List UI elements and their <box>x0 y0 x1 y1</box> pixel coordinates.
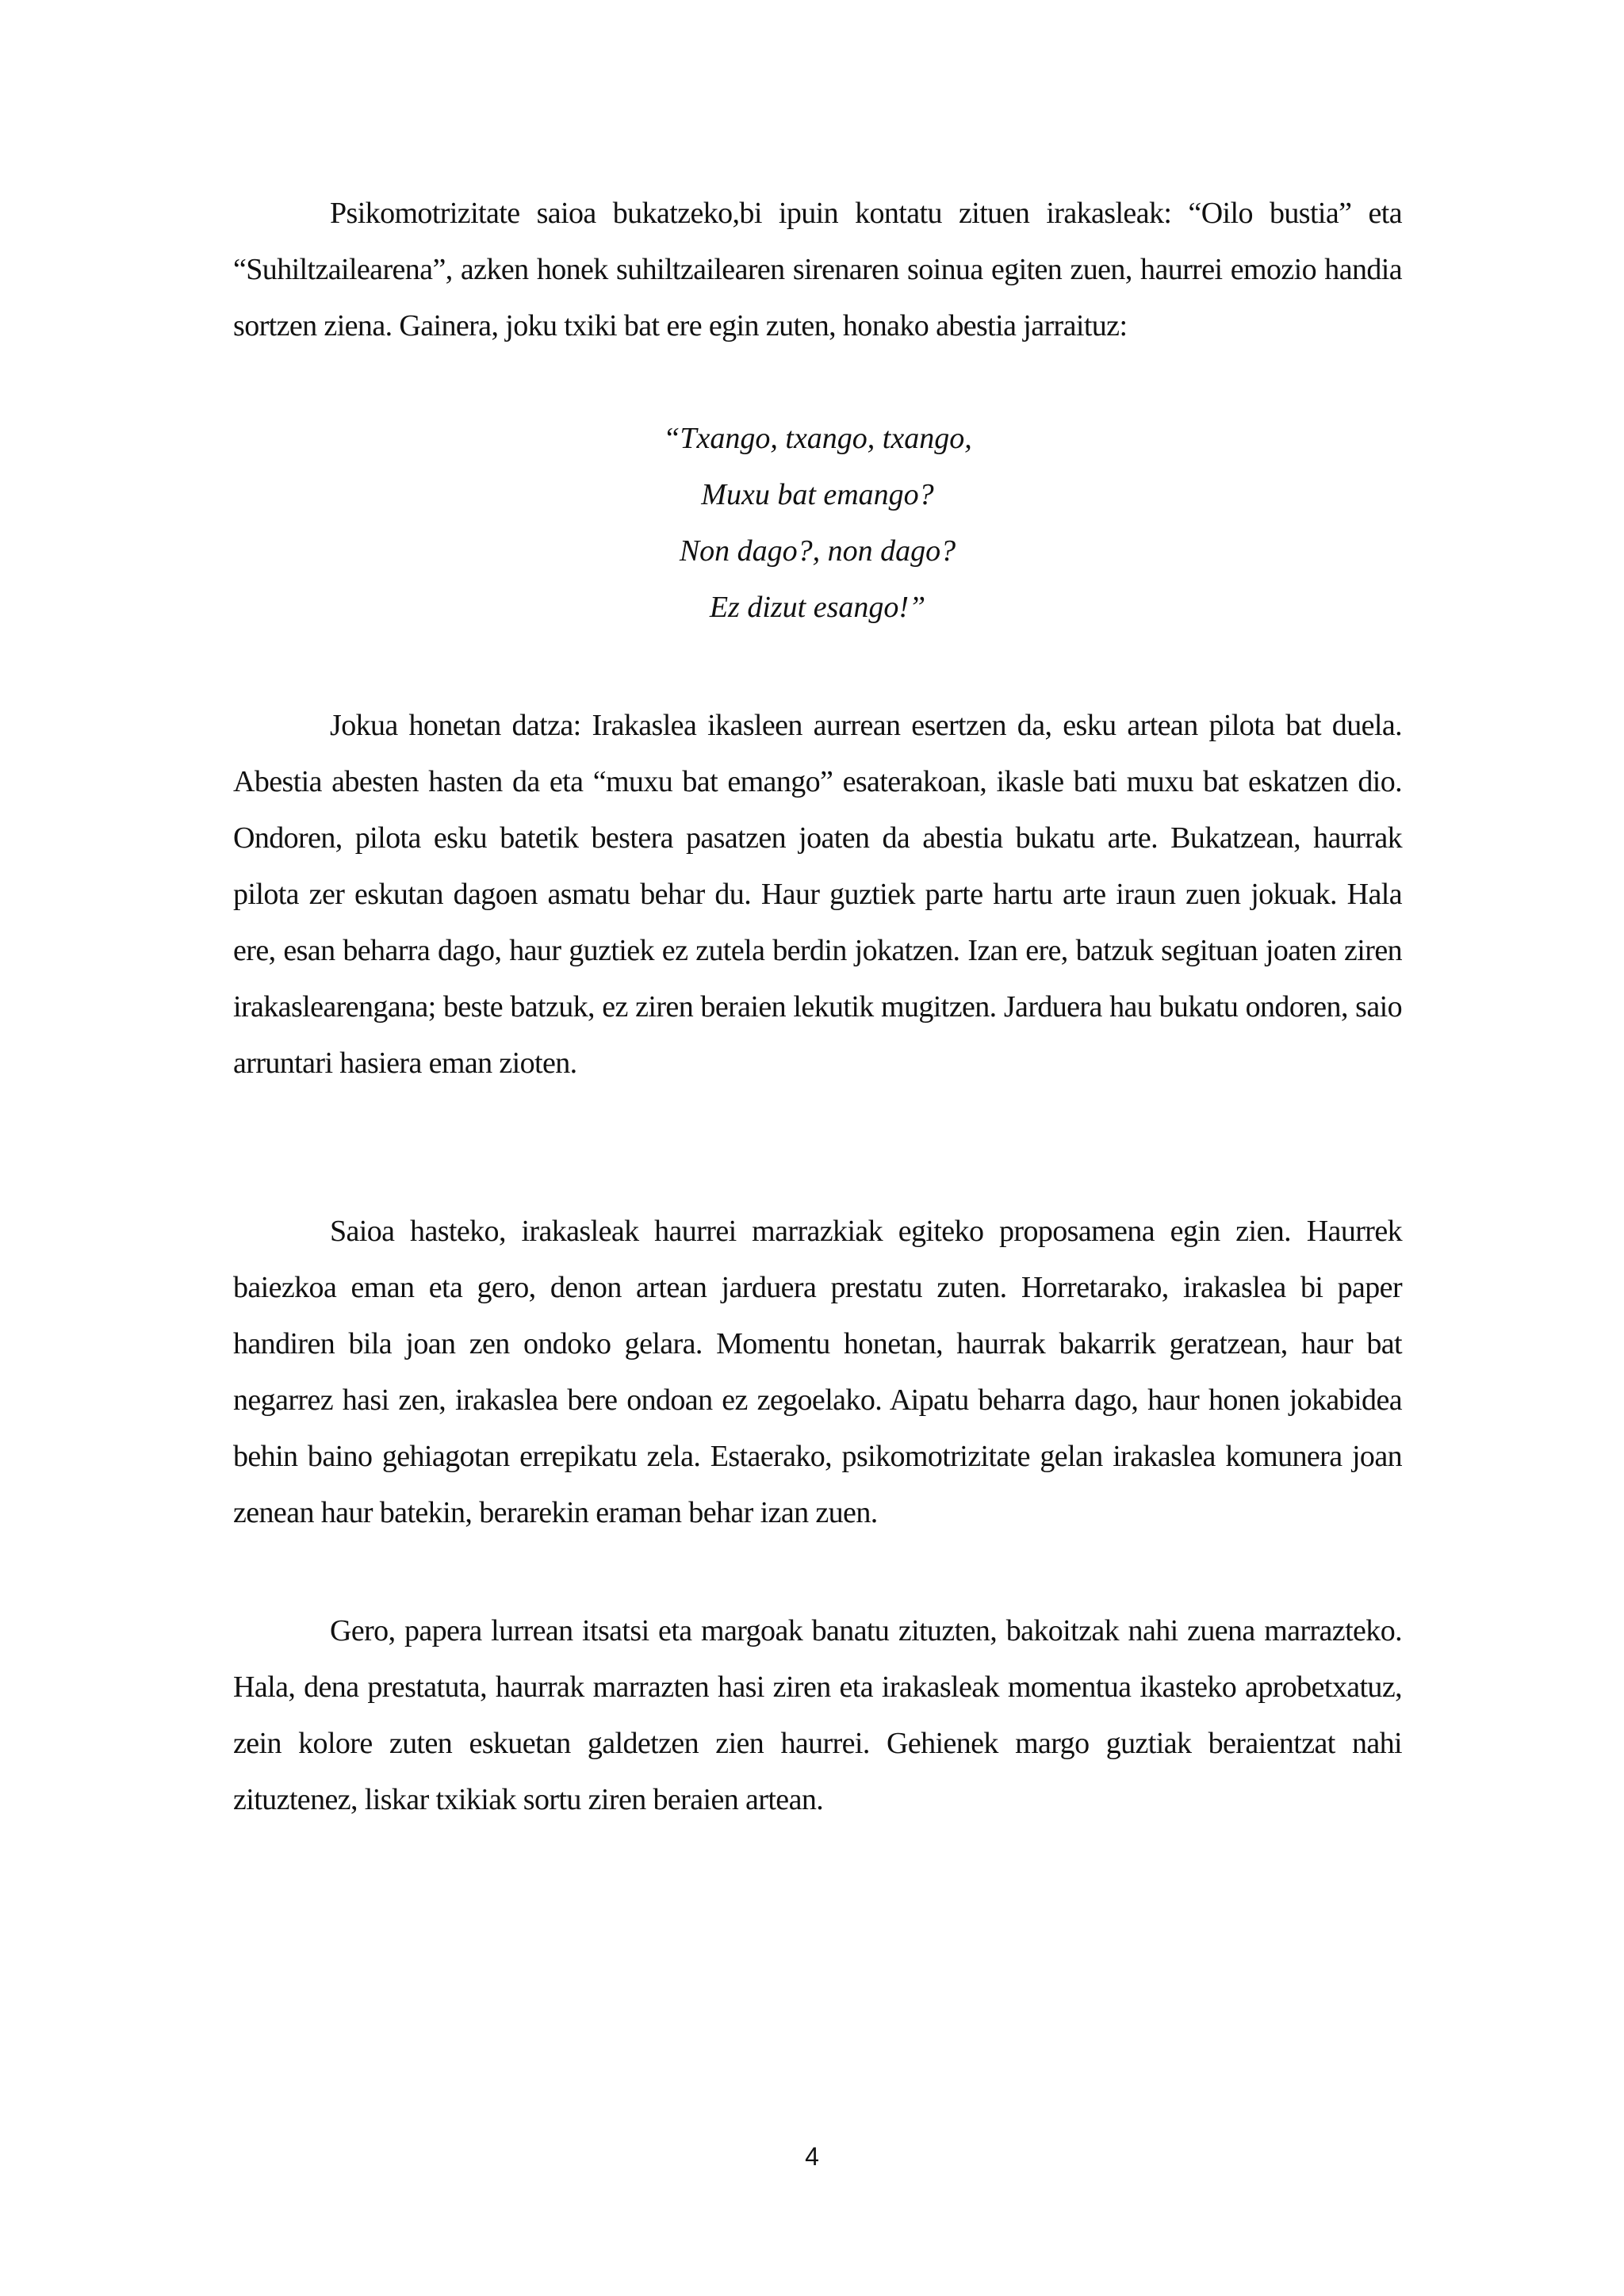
song-line-2: Muxu bat emango? <box>701 478 934 511</box>
song-line-3: Non dago?, non dago? <box>679 534 956 568</box>
song-lyrics <box>233 411 1402 636</box>
song-line-4: Ez dizut esango!” <box>709 591 926 624</box>
page-number: 4 <box>805 2142 819 2171</box>
paragraph-text: Gero, papera lurrean itsatsi eta margoak banatu zituzten, bakoitzak nahi zuena marrazteko. Hala, dena prestatuta, haurrak marrazten hasi ziren eta irakasleak momentua ikasteko aprobetxatuz, zein kolore zuten eskuetan galdetzen zien haurrei. Gehienek margo guztiak beraientzat nahi zituztenez, liskar txikiak sortu ziren beraien artean. <box>233 1614 1402 1816</box>
song-line-1: “Txango, txango, txango, <box>663 422 972 455</box>
paragraph-2 <box>233 698 1402 1092</box>
paragraph-4 <box>233 1603 1402 1828</box>
paragraph-text: Jokua honetan datza: Irakaslea ikasleen aurrean esertzen da, esku artean pilota bat duela. Abestia abesten hasten da eta “muxu bat emango” esaterakoan, ikasle bati muxu bat eskatzen dio. Ondoren, pilota esku batetik bestera pasatzen joaten da abestia bukatu arte. Bukatzean, haurrak pilota zer eskutan dagoen asmatu behar du. Haur guztiek parte hartu arte iraun zuen jokuak. Hala ere, esan beharra dago, haur guztiek ez zutela berdin jokatzen. Izan ere, batzuk segituan joaten ziren irakaslearengana; beste batzuk, ez ziren beraien lekutik mugitzen. Jarduera hau bukatu ondoren, saio arruntari hasiera eman zioten. <box>233 709 1402 1080</box>
paragraph-text: Saioa hasteko, irakasleak haurrei marrazkiak egiteko proposamena egin zien. Haurrek baiezkoa eman eta gero, denon artean jarduera prestatu zuten. Horretarako, irakaslea bi paper handiren bila joan zen ondoko gelara. Momentu honetan, haurrak bakarrik geratzean, haur bat negarrez hasi zen, irakaslea bere ondoan ez zegoelako. Aipatu beharra dago, haur honen jokabidea behin baino gehiagotan errepikatu zela. Estaerako, psikomotrizitate gelan irakaslea komunera joan zenean haur batekin, berarekin eraman behar izan zuen. <box>233 1215 1402 1529</box>
paragraph-1 <box>233 186 1402 354</box>
paragraph-3 <box>233 1203 1402 1541</box>
paragraph-text: Psikomotrizitate saioa bukatzeko,bi ipuin kontatu zituen irakasleak: “Oilo bustia” eta “Suhiltzailearena”, azken honek suhiltzailearen sirenaren soinua egiten zuen, haurrei emozio handia sortzen ziena. Gainera, joku txiki bat ere egin zuten, honako abestia jarraituz: <box>233 197 1402 342</box>
